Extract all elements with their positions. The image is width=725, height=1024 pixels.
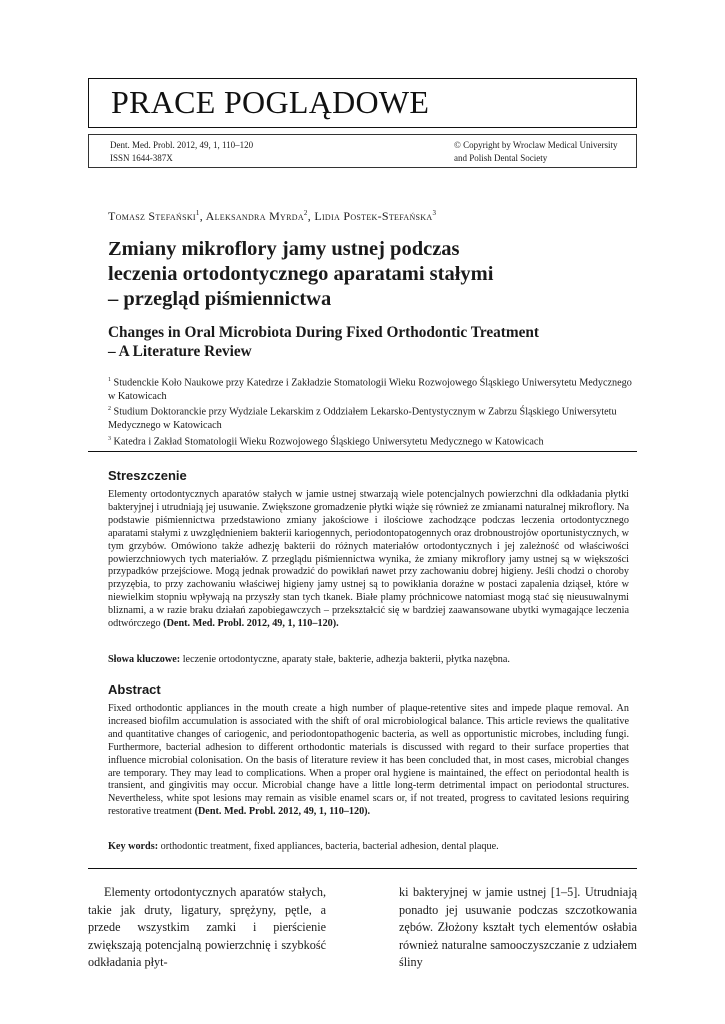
body-column-left: Elementy ortodontycznych aparatów stałych, takie jak druty, ligatury, sprężyny, pętle, a przede wszystkim zamki i pierścienie zwiększają potencjalną powierzchnię i szybkość odkładania płyt- [88, 885, 326, 969]
title-line: Changes in Oral Microbiota During Fixed Orthodontic Treatment [108, 324, 539, 341]
copyright-notice [454, 139, 618, 165]
keywords-en [108, 840, 629, 853]
abstract-en-citation: (Dent. Med. Probl. 2012, 49, 1, 110–120). [194, 806, 371, 818]
title-line: Zmiany mikroflory jamy ustnej podczas [108, 238, 460, 260]
citation-line: Dent. Med. Probl. 2012, 49, 1, 110–120 [110, 140, 254, 150]
title-line: – A Literature Review [108, 343, 252, 360]
abstract-en-heading: Abstract [108, 682, 161, 697]
title-line: – przegląd piśmiennictwa [108, 288, 332, 310]
affiliation-item: $^2$ Studium Doktoranckie przy Wydziale Lekarskim z Oddziałem Lekarsko-Dentystycznym w Zabrzu Śląskiego Uniwersytetu Medycznego w Katowicach [108, 406, 617, 432]
affiliation-item: $^3$ Katedra i Zakład Stomatologii Wieku Rozwojowego Śląskiego Uniwersytetu Medycznego w Katowicach [108, 435, 544, 448]
copyright-line: © Copyright by Wroclaw Medical University [454, 140, 618, 150]
body-column-right: ki bakteryjnej w jamie ustnej [1–5]. Utrudniają ponadto jej usuwanie podczas szczotkowania zębów. Złożony kształt tych elementów osłabia również naturalne samooczyszczanie z udziałem śliny [399, 885, 637, 969]
affiliation-item: $^1$ Studenckie Koło Naukowe przy Katedrze i Zakładzie Stomatologii Wieku Rozwojowego Śląskiego Uniwersytetu Medycznego w Katowicach [108, 377, 632, 402]
author-name: Aleksandra Myrda [205, 209, 304, 223]
abstract-box [88, 451, 637, 869]
author-list: Tomasz Stefański$^1$, Aleksandra Myrda$^2$, Lidia Postek-Stefańska$^3$ [108, 209, 437, 223]
article-title-en [108, 323, 628, 361]
author-name: Lidia Postek-Stefańska [314, 209, 433, 223]
title-line: leczenia ortodontycznego aparatami stałymi [108, 263, 494, 285]
abstract-en-text: Fixed orthodontic appliances in the mouth create a high number of plaque-retentive sites and impede plaque removal. An increased biofilm accumulation is associated with the shift of oral microbiological balance. This article reviews the qualitative and quantitative changes of cariogenic, and periodontopathogenic bacteria, as well as opportunistic microbes, including fungi. Furthermore, bacterial adhesion to different orthodontic materials is discussed with regard to their surface properties that influence microbial colonisation. On the basis of literature review it has been concluded that, in most cases, microbial changes are temporary. They may lead to complications. When a proper oral hygiene is maintained, the effect on periodontal health is transient, and gingivitis may occur. Microbial change have a little long-term detrimental impact on periodontal structures. Nevertheless, white spot lesions may remain as visible enamel scars or, if not treated, progress to cavitated lesions requiring restorative treatment (Dent. Med. Probl. 2012, 49, 1, 110–120). [108, 703, 629, 818]
section-title: PRACE POGLĄDOWE [111, 84, 430, 120]
author-affil-sup: 1 [195, 209, 200, 217]
abstract-pl-text: Elementy ortodontycznych aparatów stałych w jamie ustnej stwarzają wiele potencjalnych powierzchni dla odkładania płytki bakteryjnej i utrudniają jej usuwanie. Zwiększone gromadzenie płytki wiąże się również ze zmianami naturalnej mikroflory. Na podstawie piśmiennictwa przedstawiono zmiany jakościowe i ilościowe zachodzące podczas leczenia ortodontycznego aparatami stałymi z uwzględnieniem bakterii kariogennych, periodontopatogennych oraz drobnoustrojów oportunistycznych, w tym grzybów. Omówiono także adhezję bakterii do różnych materiałów ortodontycznych i jej zależność od właściwości powierzchniowych tych materiałów. Z przeglądu piśmiennictwa wynika, że zmiany mikroflory jamy ustnej są w większości przypadków przejściowe. Mogą jednak prowadzić do powikłań nawet przy zachowaniu dobrej higieny. Jeśli chodzi o choroby przyzębia, to przy zachowaniu właściwej higieny jamy ustnej są to powikłania doraźne w postaci zapalenia dziąseł, które w niewielkim stopniu wpływają na przyszły stan tych tkanek. Białe plamy próchnicowe natomiast mogą stać się nieusuwalnymi bliznami, a w razie braku działań zapobiegawczych – przekształcić się w bardziej zaawansowane ubytki wymagające leczenia odtwórczego (Dent. Med. Probl. 2012, 49, 1, 110–120). [108, 489, 629, 630]
keywords-pl [108, 653, 629, 666]
keywords-en-label: Key words: [108, 841, 159, 852]
section-header-box [88, 78, 637, 128]
author-name: Tomasz Stefański [108, 209, 196, 223]
affiliation-list [108, 374, 638, 449]
author-affil-sup: 2 [303, 209, 308, 217]
abstract-pl-heading: Streszczenie [108, 468, 187, 483]
abstract-pl-citation: (Dent. Med. Probl. 2012, 49, 1, 110–120). [163, 618, 339, 630]
journal-meta-box [88, 134, 637, 168]
keywords-en-values: orthodontic treatment, fixed appliances, bacteria, bacterial adhesion, dental plaque. [160, 841, 499, 852]
article-title-pl [108, 237, 608, 312]
keywords-pl-values: leczenie ortodontyczne, aparaty stałe, bakterie, adhezja bakterii, płytka nazębna. [182, 654, 510, 665]
journal-citation [110, 139, 253, 165]
author-affil-sup: 3 [432, 209, 437, 217]
keywords-pl-label: Słowa kluczowe: [108, 654, 181, 665]
issn-line: ISSN 1644-387X [110, 153, 173, 163]
copyright-line: and Polish Dental Society [454, 153, 548, 163]
